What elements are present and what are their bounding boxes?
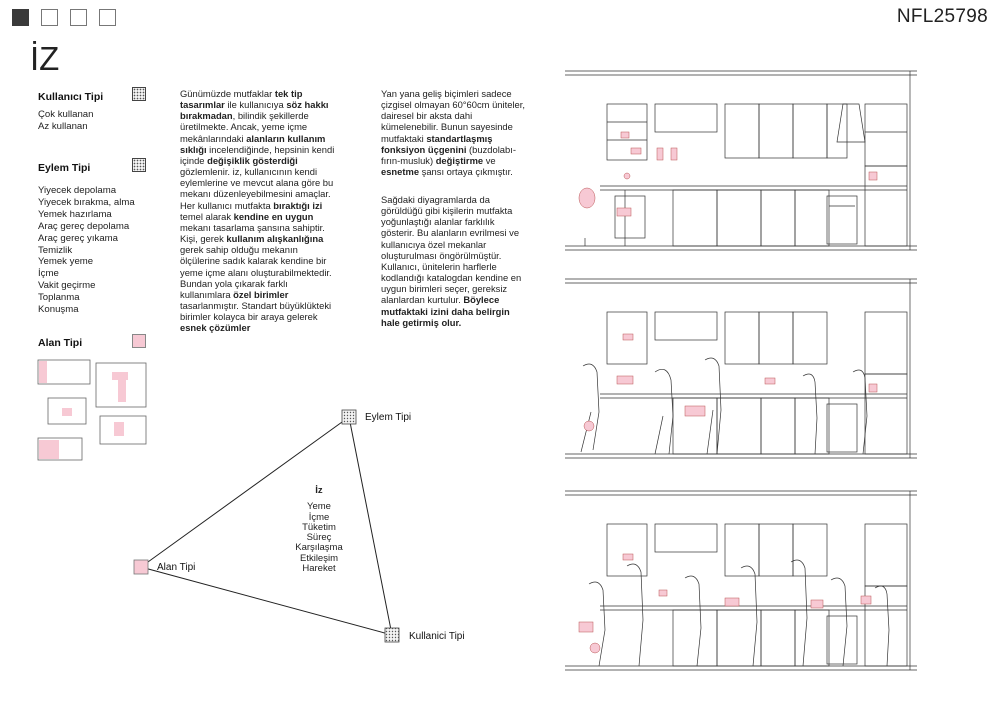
list-item: Araç gereç yıkama bbox=[38, 232, 118, 244]
alan-tipi-label: Alan Tipi bbox=[38, 337, 83, 349]
list-item: Çok kullanan bbox=[38, 109, 94, 120]
emphasis-text: özel birimler bbox=[233, 288, 289, 300]
list-item: Yiyecek depolama bbox=[38, 185, 117, 196]
body-text: mekanı tasarlama şansına sahiptir. Kişi, gerek bbox=[180, 221, 325, 245]
body-text: temel alarak bbox=[180, 210, 234, 222]
eylem-tipi-label: Eylem Tipi bbox=[38, 162, 91, 174]
emphasis-text: esnek çözümler bbox=[180, 322, 251, 334]
body-text: gerek sahip olduğu mekanın ölçülerine sadık kalarak kendine bir yeme içme alanı oluşturabilmektedir. Bundan yola çıkarak farklı kullanımlara bbox=[180, 244, 332, 300]
emphasis-text: esnetme bbox=[381, 166, 420, 178]
body-text: Sağdaki diyagramlarda da görüldüğü gibi kişilerin mutfakta yoğunlaştığı alanlar farklılık gösterir. Bu alanların evrilmesi ve kullanıcıya özel mekanlar oluşturulması öngörülmüştür. Kullanıcı, ünitelerin harflerle kodlandığı katalogdan kendine en uygun birimleri seçer, gereksiz alanlardan kurtulur. bbox=[381, 194, 522, 306]
body-text: ile kullanıcıya bbox=[224, 99, 287, 111]
page-indicator-2 bbox=[41, 9, 58, 26]
page-title: İZ bbox=[30, 40, 60, 77]
kitchen-elevation-users bbox=[565, 276, 917, 461]
list-item: Temizlik bbox=[38, 244, 73, 256]
list-item: Araç gereç depolama bbox=[38, 220, 130, 232]
list-item: Konuşma bbox=[38, 304, 79, 316]
list-item: Vakit geçirme bbox=[38, 280, 96, 292]
pink-square-icon bbox=[132, 334, 146, 348]
list-item: İçme bbox=[308, 511, 330, 523]
body-text: , bilindik şekillerde üretilmekte. Ancak, yeme içme mekânlarındaki bbox=[180, 110, 309, 144]
kitchen-elevation-empty bbox=[565, 68, 917, 253]
emphasis-text: tek tip tasarımlar bbox=[180, 88, 303, 111]
kullanici-list bbox=[38, 109, 93, 133]
list-item: Tüketim bbox=[302, 521, 336, 533]
list-item: Yemek yeme bbox=[38, 256, 94, 268]
list-item: İçme bbox=[38, 268, 59, 280]
body-text: incelendiğinde, hepsinin kendi içinde bbox=[180, 143, 335, 166]
body-text: (buzdolabı-fırın-musluk) bbox=[381, 143, 516, 166]
kullanici-tipi-label: Kullanıcı Tipi bbox=[38, 91, 104, 103]
emphasis-text: değişiklik gösterdiği bbox=[207, 154, 298, 166]
body-text: şansı ortaya çıkmıştır. bbox=[419, 166, 513, 178]
project-code: NFL25798 bbox=[896, 6, 988, 27]
page-indicator-4 bbox=[99, 9, 116, 26]
iz-center-title: İz bbox=[315, 485, 323, 496]
dotted-square-icon bbox=[132, 87, 146, 101]
emphasis-text: kendine en uygun bbox=[233, 210, 314, 222]
intro-paragraph bbox=[180, 88, 336, 333]
eylem-list bbox=[38, 185, 135, 316]
iz-triangle-diagram bbox=[130, 405, 400, 645]
body-text: Yan yana geliş biçimleri sadece çizgisel olmayan 60°60cm üniteler, dairesel bir aksta dahi kümelenebilir. Bunun sayesinde mutfaktaki bbox=[381, 88, 525, 144]
page-indicator-3 bbox=[70, 9, 87, 26]
alan-node-icon bbox=[134, 560, 148, 574]
body-text: ve bbox=[483, 154, 496, 166]
body-text: Günümüzde mutfaklar bbox=[180, 88, 275, 99]
emphasis-text: değiştirme bbox=[435, 154, 484, 166]
emphasis-text: Böylece mutfaktaki izini daha belirgin hale getirmiş olur. bbox=[381, 294, 510, 328]
emphasis-text: alanların kullanım sıklığı bbox=[180, 132, 326, 155]
list-item: Karşılaşma bbox=[295, 542, 343, 554]
list-item: Hareket bbox=[302, 563, 336, 575]
eylem-node-icon bbox=[342, 410, 356, 424]
node-label-alan: Alan Tipi bbox=[157, 562, 196, 573]
list-item: Az kullanan bbox=[38, 120, 88, 132]
dotted-square-icon bbox=[132, 158, 146, 172]
third-paragraph bbox=[381, 194, 529, 328]
second-paragraph bbox=[381, 88, 529, 177]
node-label-eylem: Eylem Tipi bbox=[365, 412, 412, 423]
node-label-kullanici: Kullanici Tipi bbox=[409, 631, 465, 642]
kullanici-node-icon bbox=[385, 628, 399, 642]
iz-center-list bbox=[290, 486, 348, 574]
emphasis-text: standartlaşmış fonksiyon üçgenini bbox=[381, 132, 493, 155]
emphasis-text: bıraktığı izi bbox=[273, 199, 323, 211]
emphasis-text: söz hakkı bırakmadan bbox=[180, 99, 329, 122]
body-text: gözlemlenir. iz, kullanıcının kendi eylemlerine ve mevcut alana göre bu mekanı düzenleyebilmesini amaçlar. Her kullanıcı mutfakta bbox=[180, 166, 334, 211]
page-indicator-1 bbox=[12, 9, 29, 26]
list-item: Toplanma bbox=[38, 292, 80, 304]
list-item: Süreç bbox=[306, 532, 332, 544]
list-item: Yemek hazırlama bbox=[38, 208, 112, 220]
list-item: Yeme bbox=[307, 501, 331, 513]
list-item: Etkileşim bbox=[299, 552, 338, 564]
emphasis-text: kullanım alışkanlığına bbox=[226, 233, 324, 245]
body-text: tasarlanmıştır. Standart büyüklükteki birimler kolayca bir araya gelerek bbox=[180, 299, 332, 323]
kitchen-elevation-crowd bbox=[565, 488, 917, 673]
list-item: Yiyecek bırakma, alma bbox=[38, 196, 135, 208]
